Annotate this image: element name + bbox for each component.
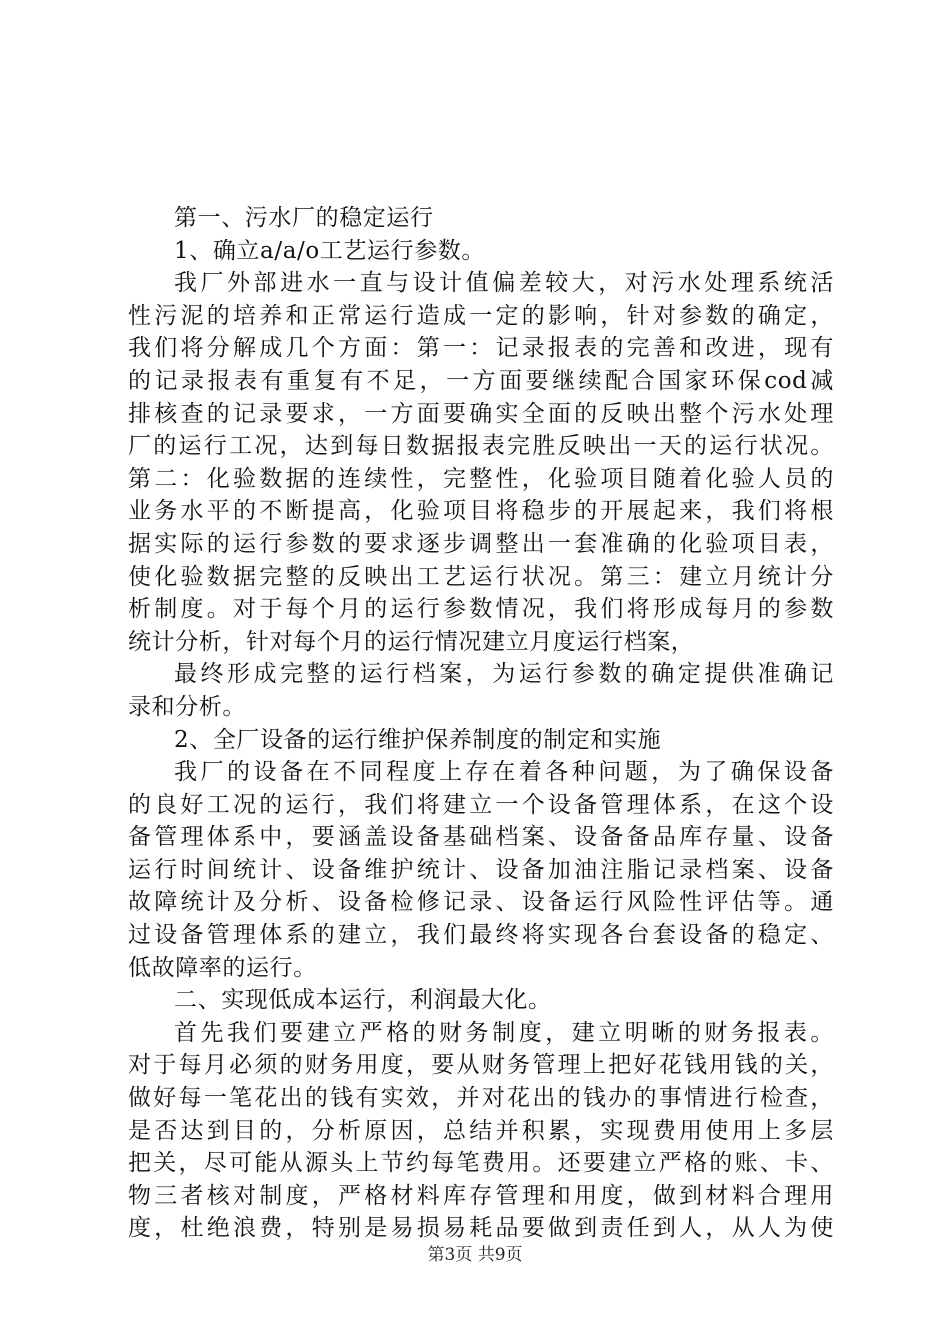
text-line: 备管理体系中，要涵盖设备基础档案、设备备品库存量、设备 [128, 824, 834, 851]
text-line: 业务水平的不断提高，化验项目将稳步的开展起来，我们将根 [128, 498, 834, 525]
page-footer: 第3页 共9页 [427, 1245, 523, 1265]
text-line: 统计分析，针对每个月的运行情况建立月度运行档案， [128, 628, 695, 655]
text-line: 我厂外部进水一直与设计值偏差较大，对污水处理系统活 [174, 270, 834, 297]
text-line: 故障统计及分析、设备检修记录、设备运行风险性评估等。通 [128, 889, 834, 916]
text-line: 做好每一笔花出的钱有实效，并对花出的钱办的事情进行检查， [128, 1085, 834, 1112]
text-line: 2、全厂设备的运行维护保养制度的制定和实施 [174, 726, 662, 753]
text-line: 厂的运行工况，达到每日数据报表完胜反映出一天的运行状况。 [128, 433, 834, 460]
text-line: 我们将分解成几个方面：第一：记录报表的完善和改进，现有 [128, 335, 834, 362]
document-body [128, 202, 834, 1245]
text-line: 据实际的运行参数的要求逐步调整出一套准确的化验项目表， [128, 530, 834, 557]
text-line: 1、确立a/a/o工艺运行参数。 [174, 237, 486, 264]
text-line: 把关，尽可能从源头上节约每笔费用。还要建立严格的账、卡、 [128, 1150, 834, 1177]
text-line: 首先我们要建立严格的财务制度，建立明晰的财务报表。 [174, 1019, 834, 1046]
text-line: 度，杜绝浪费，特别是易损易耗品要做到责任到人，从人为使 [128, 1215, 834, 1242]
text-line: 的良好工况的运行，我们将建立一个设备管理体系，在这个设 [128, 791, 834, 818]
text-line: 物三者核对制度，严格材料库存管理和用度，做到材料合理用 [128, 1182, 834, 1209]
text-line: 使化验数据完整的反映出工艺运行状况。第三：建立月统计分 [128, 563, 834, 590]
text-line: 第二：化验数据的连续性，完整性，化验项目随着化验人员的 [128, 465, 834, 492]
text-line: 过设备管理体系的建立，我们最终将实现各台套设备的稳定、 [128, 922, 834, 949]
text-line: 排核查的记录要求，一方面要确实全面的反映出整个污水处理 [128, 400, 834, 427]
text-line: 运行时间统计、设备维护统计、设备加油注脂记录档案、设备 [128, 856, 834, 883]
text-line: 析制度。对于每个月的运行参数情况，我们将形成每月的参数 [128, 596, 834, 623]
text-line: 对于每月必须的财务用度，要从财务管理上把好花钱用钱的关， [128, 1052, 834, 1079]
text-line: 最终形成完整的运行档案，为运行参数的确定提供准确记 [174, 661, 834, 688]
text-line: 是否达到目的，分析原因，总结并积累，实现费用使用上多层 [128, 1117, 834, 1144]
text-line: 低故障率的运行。 [128, 954, 317, 981]
text-line: 性污泥的培养和正常运行造成一定的影响，针对参数的确定， [128, 302, 834, 329]
text-line: 我厂的设备在不同程度上存在着各种问题，为了确保设备 [174, 759, 834, 786]
text-line: 的记录报表有重复有不足，一方面要继续配合国家环保cod减 [128, 367, 834, 394]
text-line: 二、实现低成本运行，利润最大化。 [174, 987, 552, 1014]
text-line: 录和分析。 [128, 693, 246, 720]
text-line: 第一、污水厂的稳定运行 [174, 205, 434, 231]
